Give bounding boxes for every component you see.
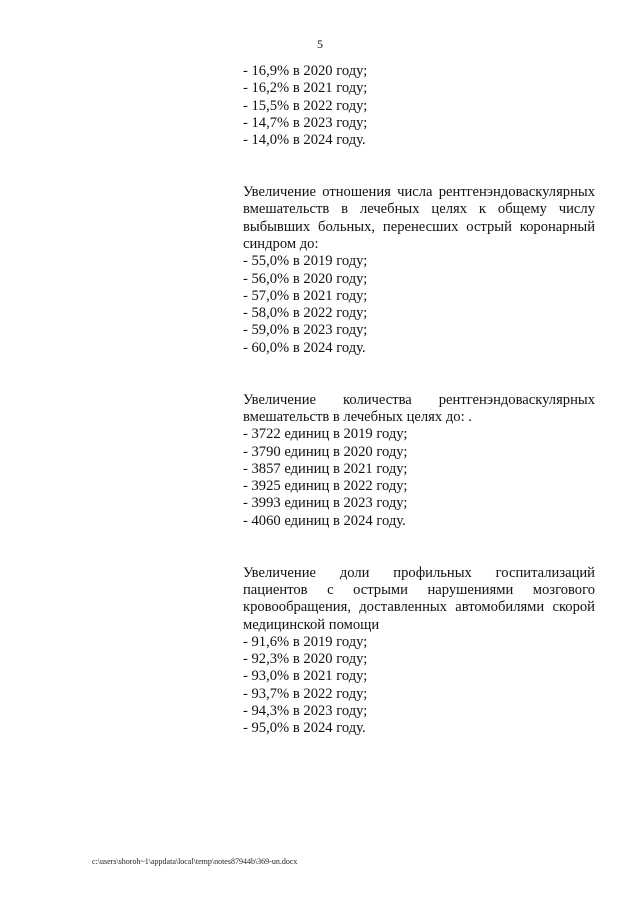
list-item: - 94,3% в 2023 году;	[243, 702, 368, 719]
list-item: - 57,0% в 2021 году;	[243, 287, 368, 304]
list-item: - 92,3% в 2020 году;	[243, 651, 368, 668]
list-item: - 93,0% в 2021 году;	[243, 668, 368, 685]
list-item: - 16,9% в 2020 году;	[243, 63, 368, 79]
list-item: - 60,0% в 2024 году.	[243, 339, 366, 356]
section-list	[243, 253, 595, 357]
list-item: - 58,0% в 2022 году;	[243, 305, 368, 322]
list-item: - 93,7% в 2022 году;	[243, 685, 368, 702]
list-item: - 95,0% в 2024 году.	[243, 720, 366, 737]
section-list	[243, 426, 595, 530]
list-item: - 4060 единиц в 2024 году.	[243, 512, 406, 529]
list-item: - 3790 единиц в 2020 году;	[243, 443, 408, 460]
section-stroke-hospitalization	[243, 565, 595, 738]
intro-list	[243, 63, 595, 149]
list-item: - 55,0% в 2019 году;	[243, 253, 368, 270]
section-pci-ratio	[243, 184, 595, 357]
list-item: - 3925 единиц в 2022 году;	[243, 478, 408, 495]
list-item: - 59,0% в 2023 году;	[243, 322, 368, 339]
list-item: - 16,2% в 2021 году;	[243, 80, 368, 97]
list-item: - 56,0% в 2020 году;	[243, 270, 368, 287]
section-pci-count	[243, 392, 595, 530]
section-heading: Увеличение отношения числа рентгенэндоваскулярных вмешательств в лечебных целях к общему числу выбывших больных, перенесших острый коронарный синдром до:	[243, 184, 595, 252]
document-body	[243, 63, 595, 738]
list-item: - 15,5% в 2022 году;	[243, 97, 368, 114]
list-item: - 91,6% в 2019 году;	[243, 633, 368, 650]
section-heading: Увеличение количества рентгенэндоваскулярных вмешательств в лечебных целях до: .	[243, 391, 595, 425]
list-item: - 3993 единиц в 2023 году;	[243, 495, 408, 512]
section-heading: Увеличение доли профильных госпитализаций пациентов с острыми нарушениями мозгового кровообращения, доставленных автомобилями скорой медицинской помощи	[243, 564, 595, 633]
section-list	[243, 634, 595, 738]
list-item: - 14,7% в 2023 году;	[243, 114, 368, 131]
page-number: 5	[317, 37, 323, 51]
footer-file-path: c:\users\shoroh~1\appdata\local\temp\notes87944b\369-un.docx	[92, 857, 298, 866]
list-item: - 3857 единиц в 2021 году;	[243, 460, 408, 477]
list-item: - 14,0% в 2024 году.	[243, 132, 366, 149]
list-item: - 3722 единиц в 2019 году;	[243, 426, 408, 443]
